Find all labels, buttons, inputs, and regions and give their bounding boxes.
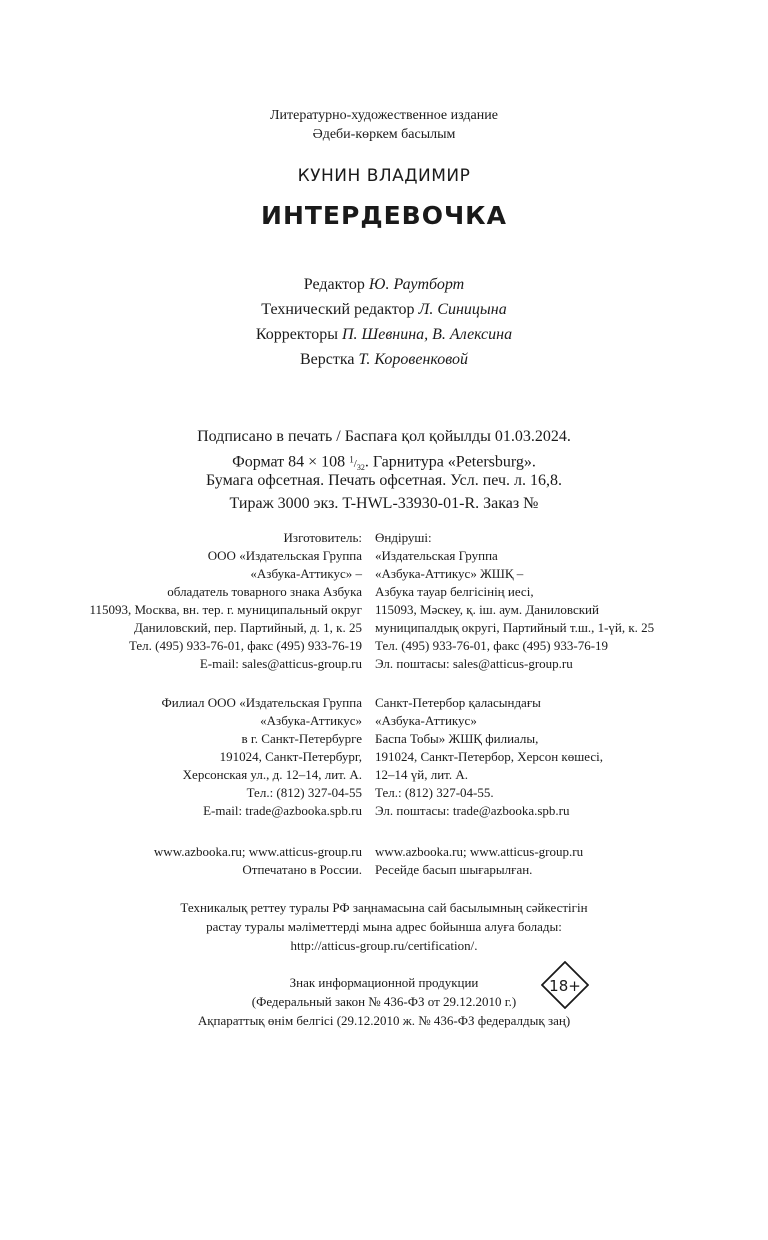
author-name: КУНИН ВЛАДИМИР: [297, 166, 471, 186]
print-run: Тираж 3000 экз. T-HWL-33930-01-R. Заказ №: [229, 495, 539, 512]
branch-kz-line: «Азбука-Аттикус»: [375, 713, 477, 728]
branch-kz-line: 12–14 үй, лит. А.: [375, 767, 468, 782]
manufacturer-ru-line: обладатель товарного знака Азбука: [167, 584, 362, 599]
manufacturer-kz: [375, 529, 654, 673]
age-mark-line: Знак информационной продукции: [289, 975, 479, 990]
branch-kz-line: Санкт-Петербор қаласындағы: [375, 695, 541, 710]
certification-line: http://atticus-group.ru/certification/.: [290, 938, 478, 953]
manufacturer-kz-line: «Азбука-Аттикус» ЖШҚ –: [375, 566, 524, 581]
credit-person: Т. Коровенковой: [358, 351, 468, 368]
credit-person: Л. Синицына: [418, 301, 507, 318]
branch-kz: [375, 694, 603, 820]
manufacturer-kz-line: «Издательская Группа: [375, 548, 498, 563]
web-kz-line: Ресейде басып шығарылған.: [375, 862, 533, 877]
web-ru-line: Отпечатано в России.: [242, 862, 362, 877]
manufacturer-kz-line: Азбука тауар белгісінің иесі,: [375, 584, 534, 599]
manufacturer-kz-line: муниципалдық округі, Партийный т.ш., 1-үй, к. 25: [375, 620, 655, 635]
edition-type-kz: Әдеби-көркем басылым: [312, 127, 456, 142]
manufacturer-kz-line: Эл. поштасы: sales@atticus-group.ru: [375, 656, 573, 671]
manufacturer-ru-line: E-mail: sales@atticus-group.ru: [199, 656, 362, 671]
branch-ru: [161, 694, 362, 820]
credit-role: Верстка: [300, 351, 355, 368]
branch-ru-line: в г. Санкт-Петербурге: [241, 731, 362, 746]
manufacturer-kz-line: Тел. (495) 933-76-01, факс (495) 933-76-19: [375, 638, 609, 653]
credit-layout: [0, 347, 768, 372]
edition-type-ru: Литературно-художественное издание: [270, 108, 498, 123]
web-ru-line: www.azbooka.ru; www.atticus-group.ru: [153, 844, 362, 859]
manufacturer-ru-line: Изготовитель:: [283, 530, 362, 545]
branch-ru-line: Херсонская ул., д. 12–14, лит. А.: [182, 767, 362, 782]
branch-kz-line: Эл. поштасы: trade@azbooka.spb.ru: [375, 803, 570, 818]
credit-role: Технический редактор: [261, 301, 415, 318]
age-rating-label: 18+: [549, 977, 581, 995]
credit-person: П. Шевнина, В. Алексина: [341, 326, 513, 343]
age-rating-badge: [541, 961, 589, 1009]
certification-line: Техникалық реттеу туралы РФ заңнамасына сай басылымның сәйкестігін: [180, 900, 588, 915]
format-fraction-den: 32: [356, 462, 365, 472]
branch-ru-line: 191024, Санкт-Петербург,: [219, 749, 362, 764]
branch-kz-line: Баспа Тобы» ЖШҚ филиалы,: [375, 731, 539, 746]
branch-kz-line: 191024, Санкт-Петербор, Херсон көшесі,: [375, 749, 603, 764]
format-fraction-num: 1: [349, 454, 354, 464]
manufacturer-ru: [90, 529, 363, 673]
age-mark-line: Ақпараттық өнім белгісі (29.12.2010 ж. № 436-ФЗ федералдық заң): [197, 1013, 571, 1028]
branch-ru-line: «Азбука-Аттикус»: [260, 713, 362, 728]
manufacturer-kz-line: 115093, Мәскеу, қ. іш. аум. Даниловский: [375, 602, 599, 617]
manufacturer-ru-line: «Азбука-Аттикус» –: [250, 566, 362, 581]
manufacturer-ru-line: Тел. (495) 933-76-01, факс (495) 933-76-19: [128, 638, 362, 653]
branch-ru-line: Тел.: (812) 327-04-55: [246, 785, 362, 800]
web-kz: [375, 843, 583, 879]
web-kz-line: www.azbooka.ru; www.atticus-group.ru: [375, 844, 584, 859]
web-ru: [154, 843, 362, 879]
print-signed: Подписано в печать / Баспаға қол қойылды 01.03.2024.: [197, 428, 571, 445]
format-prefix: Формат 84 × 108: [232, 453, 346, 471]
credit-role: Редактор: [303, 276, 365, 293]
branch-ru-line: Филиал ООО «Издательская Группа: [161, 695, 362, 710]
branch-ru-line: E-mail: trade@azbooka.spb.ru: [203, 803, 362, 818]
print-paper: Бумага офсетная. Печать офсетная. Усл. печ. л. 16,8.: [206, 472, 562, 489]
branch-kz-line: Тел.: (812) 327-04-55.: [375, 785, 494, 800]
age-mark-line: (Федеральный закон № 436-ФЗ от 29.12.2010 г.): [251, 994, 517, 1009]
manufacturer-ru-line: Даниловский, пер. Партийный, д. 1, к. 25: [134, 620, 362, 635]
age-mark-text: [0, 973, 768, 1030]
credit-editor: [0, 272, 768, 297]
credit-role: Корректоры: [255, 326, 338, 343]
certification: [0, 898, 768, 955]
format-suffix: . Гарнитура «Petersburg».: [364, 453, 536, 471]
book-title: ИНТЕРДЕВОЧКА: [261, 201, 507, 230]
format-fraction: $^1/_{32}$: [349, 454, 365, 472]
manufacturer-ru-line: ООО «Издательская Группа: [207, 548, 362, 563]
certification-line: растау туралы мәліметтерді мына адрес бойынша алуға болады:: [206, 919, 562, 934]
credit-tech-editor: [0, 297, 768, 322]
manufacturer-kz-line: Өндіруші:: [375, 530, 432, 545]
credit-person: Ю. Раутборт: [368, 276, 465, 293]
credit-correctors: [0, 322, 768, 347]
manufacturer-ru-line: 115093, Москва, вн. тер. г. муниципальный округ: [89, 602, 362, 617]
